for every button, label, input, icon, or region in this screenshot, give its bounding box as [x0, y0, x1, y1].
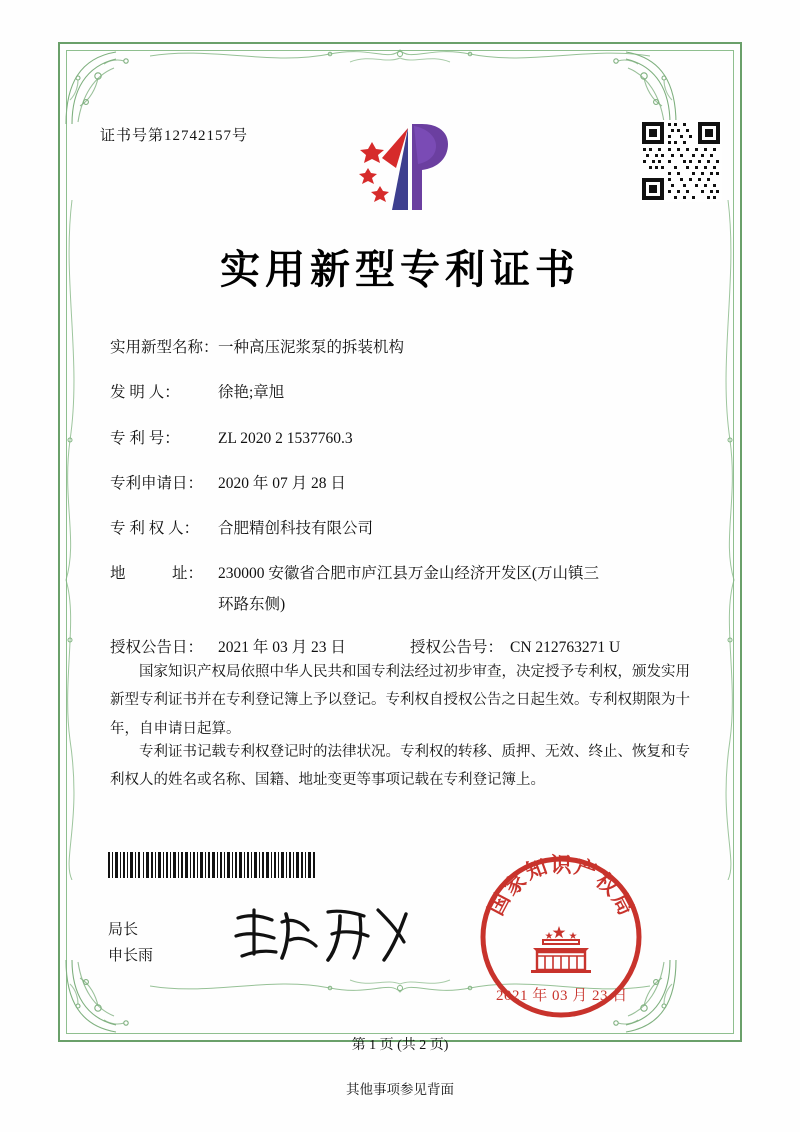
svg-text:局: 局: [607, 889, 639, 920]
field-label: 专 利 权 人：: [110, 520, 200, 537]
legal-paragraph-2: [110, 738, 690, 795]
certificate-number: 证书号第12742157号: [100, 128, 249, 144]
left-edge-ornament-icon: [60, 200, 100, 880]
paragraph-text: 专利证书记载专利权登记时的法律状况。专利权的转移、质押、无效、终止、恢复和专利权人的姓名或名称、国籍、地址变更等事项记载在专利登记簿上。: [110, 744, 690, 789]
svg-text:国: 国: [483, 889, 515, 920]
paragraph-text: 国家知识产权局依照中华人民共和国专利法经过初步审查，决定授予专利权，颁发实用新型专利证书并在专利登记簿上予以登记。专利权自授权公告之日起生效。专利权期限为十年，自申请日起算。: [110, 664, 690, 737]
svg-text:识: 识: [550, 853, 572, 877]
field-value: 2020 年 07 月 28 日: [218, 474, 346, 492]
page-title: 实用新型专利证书: [220, 246, 580, 293]
field-label: 发 明 人：: [110, 384, 180, 402]
right-edge-ornament-icon: [700, 200, 740, 880]
corner-ornament-icon: [60, 44, 146, 130]
field-value: 合肥精创科技有限公司: [218, 520, 374, 537]
footer-note: 其他事项参见背面: [346, 1082, 454, 1097]
field-row-patentee: [110, 517, 700, 540]
director-signature-block: [108, 918, 153, 969]
director-title-label: 局长: [108, 922, 139, 938]
field-value: 2021 年 03 月 23 日: [218, 638, 346, 656]
field-row-utility-model-name: [110, 336, 700, 359]
cnipa-logo-icon: [352, 118, 456, 218]
handwritten-signature-icon: [228, 900, 418, 970]
field-list: [110, 336, 700, 681]
director-name: 申长雨: [108, 947, 154, 964]
field-value: ZL 2020 2 1537760.3: [218, 429, 353, 447]
field-row-address: [110, 562, 700, 585]
field-value: 徐艳;章旭: [218, 384, 285, 402]
field-row-grant-announcement: [110, 636, 700, 659]
field-row-application-date: [110, 472, 700, 495]
top-edge-ornament-icon: [150, 44, 650, 84]
legal-paragraph-1: [110, 658, 690, 743]
qr-code-icon: [640, 120, 722, 202]
page-number: 第 1 页 (共 2 页): [351, 1038, 449, 1053]
svg-text:知: 知: [522, 854, 551, 885]
field-value-address-line2: 环路东侧): [218, 595, 286, 613]
field-label: 地 址：: [110, 565, 204, 583]
svg-text:权: 权: [591, 868, 623, 901]
field-row-patent-number: [110, 427, 700, 450]
barcode: [108, 852, 318, 878]
field-label: 专利申请日：: [110, 474, 204, 492]
field-row-inventor: [110, 381, 700, 404]
field-value: 230000 安徽省合肥市庐江县万金山经济开发区(万山镇三: [218, 565, 600, 583]
field-value: CN 212763271 U: [510, 638, 621, 656]
field-label: 授权公告号：: [410, 638, 504, 656]
grant-number-group: [410, 636, 620, 659]
svg-text:产: 产: [571, 854, 600, 885]
seal-date: 2021 年 03 月 23 日: [496, 988, 628, 1004]
field-value: 一种高压泥浆泵的拆装机构: [218, 339, 405, 356]
field-label: 实用新型名称：: [110, 339, 219, 356]
field-label: 专 利 号：: [110, 429, 180, 447]
svg-text:家: 家: [499, 868, 531, 901]
field-label: 授权公告日：: [110, 638, 204, 656]
grant-date-group: [110, 636, 410, 659]
